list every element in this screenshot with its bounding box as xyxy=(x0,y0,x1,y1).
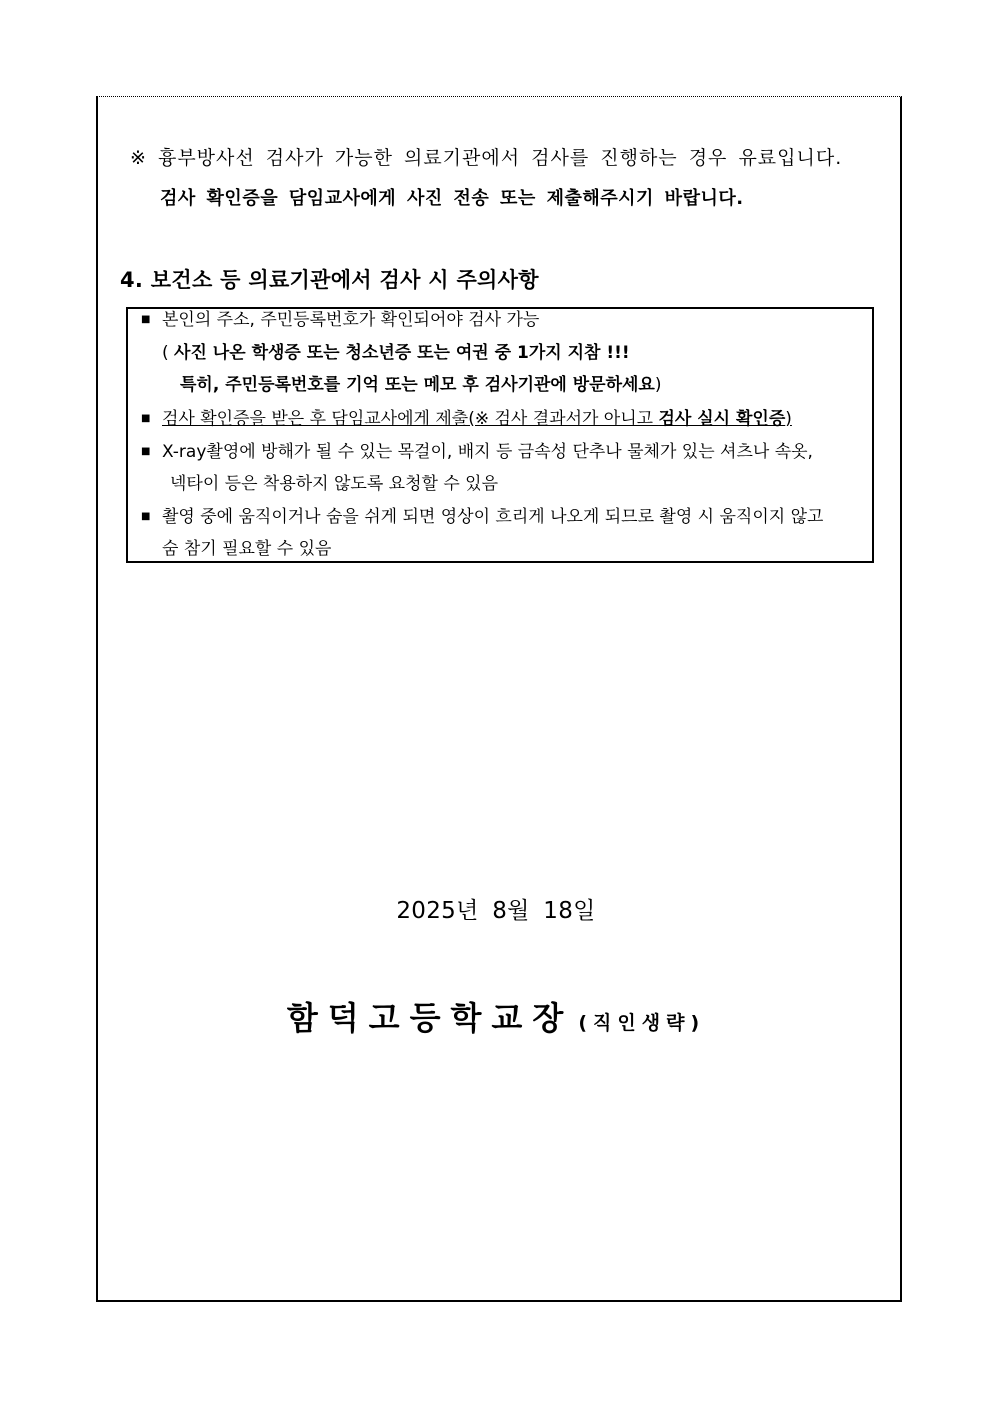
bullet-icon: ■ xyxy=(141,314,151,325)
school-principal-name: 함덕고등학교장 xyxy=(286,999,574,1037)
caution-item-3-line-1: X-ray촬영에 방해가 될 수 있는 목걸이, 배지 등 금속성 단추나 물체가 있는 셔츠나 속옷, xyxy=(162,442,813,462)
bullet-icon: ■ xyxy=(141,511,151,522)
signature-block xyxy=(0,993,992,1039)
resident-number-text: 특히, 주민등록번호를 기억 또는 메모 후 검사기관에 방문하세요 xyxy=(180,375,655,395)
section-title: 4. 보건소 등 의료기관에서 검사 시 주의사항 xyxy=(120,268,539,292)
fee-notice: ※ 흉부방사선 검사가 가능한 의료기관에서 검사를 진행하는 경우 유료입니다. xyxy=(130,147,843,169)
caution-item-1-line-3 xyxy=(180,374,662,396)
caution-item-2-text: 검사 확인증을 받은 후 담임교사에게 제출(※ 검사 결과서가 아니고 xyxy=(162,409,659,429)
close-paren: ) xyxy=(654,375,662,395)
open-paren: ( xyxy=(162,343,175,363)
id-required-text: 사진 나온 학생증 또는 청소년증 또는 여권 중 1가지 지참 !!! xyxy=(174,343,630,363)
seal-omitted-note: (직인생략) xyxy=(578,1012,706,1034)
document-date: 2025년 8월 18일 xyxy=(396,898,596,924)
caution-item-4-line-2: 숨 참기 필요할 수 있음 xyxy=(162,539,332,559)
caution-item-2 xyxy=(162,408,792,430)
bullet-icon: ■ xyxy=(141,446,151,457)
caution-box xyxy=(126,307,874,563)
close-paren: ) xyxy=(785,409,792,429)
caution-item-4-line-1: 촬영 중에 움직이거나 숨을 쉬게 되면 영상이 흐리게 나오게 되므로 촬영 시 움직이지 않고 xyxy=(162,507,824,527)
caution-item-1-line-1: 본인의 주소, 주민등록번호가 확인되어야 검사 가능 xyxy=(162,310,540,330)
bullet-icon: ■ xyxy=(141,413,151,424)
confirmation-certificate-text: 검사 실시 확인증 xyxy=(658,409,786,429)
caution-item-1-line-2 xyxy=(162,342,630,364)
caution-item-3-line-2: 넥타이 등은 착용하지 않도록 요청할 수 있음 xyxy=(170,474,499,494)
submission-notice: 검사 확인증을 담임교사에게 사진 전송 또는 제출해주시기 바랍니다. xyxy=(160,188,744,209)
